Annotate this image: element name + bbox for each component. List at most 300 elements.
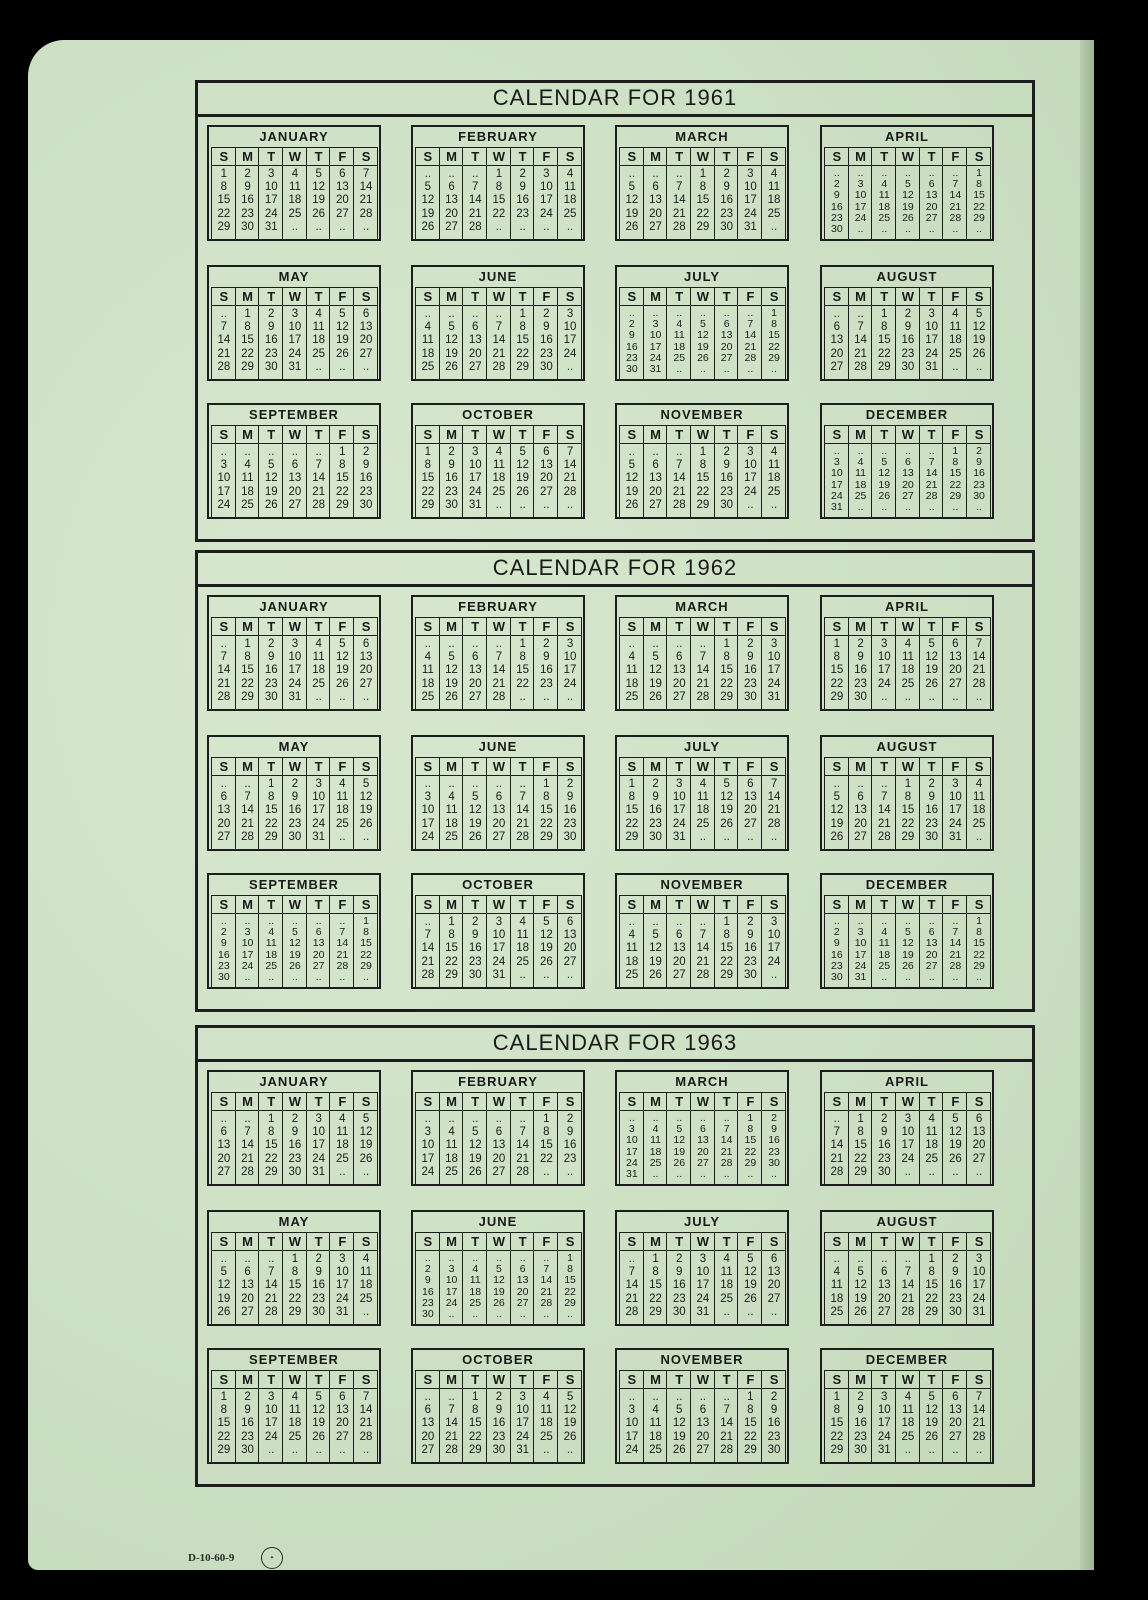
day-cell: 7	[857, 321, 864, 334]
day-cell: ..	[833, 445, 840, 457]
day-cell: 13	[359, 321, 373, 334]
day-cell: 13	[948, 1404, 962, 1417]
day-cell: 14	[696, 942, 710, 955]
day-cell: 30	[854, 1443, 867, 1456]
weekday-label: T	[471, 149, 480, 164]
weekday-label: S	[769, 427, 779, 442]
day-cell: 15	[492, 194, 506, 207]
day-cell: 2	[747, 638, 754, 650]
day-cell: 5	[676, 1404, 683, 1417]
day-cell: 10	[901, 1126, 915, 1139]
day-cell: 14	[492, 664, 506, 677]
day-cell: ..	[723, 1168, 730, 1180]
day-cell: ..	[770, 830, 778, 843]
day-cell: 25	[539, 1430, 553, 1443]
weekday-label: W	[492, 1372, 506, 1387]
day-cell: 26	[948, 1152, 962, 1165]
weekday-rule	[825, 1388, 991, 1389]
day-cell: 4	[339, 1113, 346, 1125]
weekday-rule	[620, 913, 786, 914]
day-cell: 11	[564, 181, 576, 194]
day-cell: 12	[902, 937, 914, 950]
weekday-label: S	[627, 619, 637, 634]
day-cell: 22	[877, 347, 891, 360]
month-name: FEBRUARY	[458, 599, 538, 614]
day-cell: 7	[424, 929, 432, 942]
day-cell: 20	[672, 955, 686, 968]
day-cell: ..	[244, 446, 251, 458]
day-cell: 10	[767, 651, 781, 664]
day-cell: 27	[696, 1443, 710, 1456]
weekday-label: W	[696, 427, 710, 442]
day-grid	[824, 287, 991, 380]
day-cell: 4	[448, 1126, 455, 1139]
day-cell: 16	[901, 334, 915, 347]
day-grid	[211, 287, 378, 380]
day-cell: 30	[539, 360, 553, 373]
day-cell: 20	[421, 1430, 435, 1443]
day-cell: 21	[241, 817, 254, 830]
day-cell: 14	[901, 1279, 915, 1292]
day-cell: 7	[676, 459, 683, 472]
day-cell: 8	[833, 651, 841, 664]
day-cell: 6	[339, 1391, 346, 1403]
day-cell: 7	[699, 651, 707, 664]
day-cell: 23	[288, 817, 302, 830]
day-cell: 28	[468, 220, 482, 233]
day-cell: 1	[723, 916, 730, 928]
day-grid	[211, 895, 378, 988]
month-name: JUNE	[478, 739, 518, 754]
day-cell: 25	[972, 817, 986, 830]
day-grid	[211, 617, 378, 710]
day-cell: 13	[672, 664, 686, 677]
day-cell: 7	[952, 178, 959, 191]
day-cell: 10	[877, 651, 891, 664]
day-cell: 6	[747, 778, 754, 790]
day-cell: 19	[697, 340, 709, 353]
day-cell: 9	[543, 651, 550, 664]
weekday-label: S	[627, 897, 637, 912]
month-block	[615, 735, 789, 851]
day-cell: ..	[652, 307, 659, 319]
day-cell: 7	[723, 1404, 730, 1417]
day-cell: 1	[833, 638, 841, 650]
day-cell: 4	[315, 638, 322, 650]
weekday-label: T	[880, 427, 889, 442]
day-cell: 10	[743, 181, 757, 194]
day-cell: 26	[289, 959, 301, 972]
day-cell: 15	[720, 664, 734, 677]
day-cell: ..	[928, 915, 935, 927]
day-cell: ..	[928, 690, 935, 703]
day-cell: 27	[948, 1430, 962, 1443]
day-cell: 26	[359, 1152, 373, 1165]
day-cell: 17	[563, 664, 577, 677]
day-cell: 4	[448, 791, 455, 804]
day-cell: 7	[699, 929, 707, 942]
day-cell: 25	[948, 347, 962, 360]
day-cell: 3	[770, 916, 778, 928]
day-cell: ..	[566, 1443, 574, 1456]
day-cell: 24	[877, 1430, 891, 1443]
day-cell: 13	[421, 1417, 435, 1430]
day-cell: ..	[472, 308, 479, 320]
day-cell: 2	[220, 926, 227, 939]
day-cell: ..	[700, 363, 706, 375]
day-cell: 27	[697, 1156, 709, 1169]
weekday-label: T	[267, 897, 276, 912]
day-cell: 22	[217, 207, 231, 220]
day-cell: ..	[424, 1391, 432, 1403]
day-cell: 14	[877, 804, 891, 817]
day-cell: 21	[359, 194, 373, 207]
day-cell: 4	[628, 651, 636, 664]
day-cell: 28	[421, 968, 435, 981]
weekday-label: S	[974, 149, 984, 164]
day-cell: 26	[649, 968, 662, 981]
day-cell: 29	[241, 360, 254, 373]
day-cell: 11	[901, 651, 914, 664]
day-cell: 7	[881, 791, 888, 804]
month-block	[411, 1070, 585, 1186]
weekday-rule	[212, 165, 378, 166]
day-cell: ..	[881, 915, 888, 927]
month-block	[615, 873, 789, 989]
month-name: AUGUST	[876, 269, 938, 284]
day-cell: 8	[543, 1126, 550, 1139]
day-cell: 26	[312, 207, 326, 220]
day-cell: ..	[628, 1253, 636, 1265]
day-cell: 30	[649, 830, 662, 843]
day-cell: ..	[472, 638, 479, 650]
month-block	[411, 265, 585, 381]
day-cell: 20	[697, 1145, 709, 1158]
weekday-label: S	[974, 1372, 984, 1387]
day-cell: 11	[720, 1266, 733, 1279]
day-cell: 17	[743, 194, 757, 207]
day-cell: 21	[516, 817, 530, 830]
day-cell: 3	[315, 1113, 322, 1125]
day-cell: ..	[268, 971, 275, 983]
day-cell: ..	[676, 307, 683, 319]
day-cell: 19	[925, 664, 939, 677]
day-cell: ..	[833, 915, 840, 927]
weekday-rule	[825, 635, 991, 636]
day-cell: 20	[217, 1152, 231, 1165]
month-name: MAY	[278, 269, 310, 284]
day-cell: 25	[625, 690, 639, 703]
weekday-label: M	[650, 897, 661, 912]
day-cell: ..	[496, 1308, 502, 1320]
day-cell: 25	[673, 351, 686, 364]
day-cell: 3	[268, 168, 275, 180]
day-cell: 23	[422, 1296, 434, 1309]
weekday-label: S	[627, 1234, 637, 1249]
day-cell: 13	[925, 189, 938, 202]
day-cell: ..	[220, 1253, 228, 1265]
weekday-label: S	[361, 289, 371, 304]
day-cell: 15	[539, 804, 553, 817]
day-cell: 22	[264, 1152, 278, 1165]
day-cell: 26	[468, 830, 482, 843]
day-cell: 6	[244, 1266, 251, 1279]
day-cell: 3	[699, 1253, 707, 1265]
day-cell: 1	[881, 308, 888, 320]
month-block	[411, 125, 585, 241]
day-cell: 8	[857, 1126, 864, 1139]
day-cell: 24	[445, 1296, 458, 1309]
weekday-rule	[620, 165, 786, 166]
day-cell: ..	[676, 1391, 683, 1403]
weekday-label: M	[242, 897, 253, 912]
day-cell: 26	[516, 485, 530, 498]
month-name: AUGUST	[876, 739, 938, 754]
day-cell: 8	[291, 1266, 299, 1279]
day-cell: 19	[673, 1145, 686, 1158]
day-cell: 4	[723, 1253, 730, 1265]
day-cell: 21	[696, 677, 710, 690]
day-cell: 27	[445, 220, 458, 233]
day-cell: 22	[720, 955, 734, 968]
day-cell: 7	[975, 638, 983, 650]
day-cell: 9	[857, 1404, 864, 1417]
day-cell: 30	[948, 1305, 962, 1318]
day-cell: 2	[857, 638, 864, 650]
weekday-label: W	[901, 1372, 915, 1387]
day-cell: 4	[652, 1123, 659, 1136]
weekday-label: S	[361, 897, 371, 912]
day-cell: 7	[495, 651, 503, 664]
day-grid	[619, 617, 786, 710]
day-cell: ..	[771, 1168, 777, 1180]
weekday-label: S	[627, 427, 637, 442]
weekday-label: S	[219, 149, 229, 164]
day-grid	[415, 1092, 582, 1185]
weekday-label: F	[951, 427, 960, 442]
day-cell: 14	[359, 181, 373, 194]
weekday-label: W	[901, 1094, 915, 1109]
day-cell: 15	[649, 1279, 662, 1292]
day-cell: ..	[857, 445, 864, 457]
day-cell: 30	[720, 220, 734, 233]
weekday-rule	[825, 913, 991, 914]
weekday-label: M	[650, 759, 661, 774]
weekday-label: S	[832, 289, 842, 304]
day-cell: 21	[625, 1292, 639, 1305]
month-name: DECEMBER	[865, 1352, 949, 1367]
day-cell: 7	[747, 318, 754, 331]
day-cell: 17	[877, 664, 891, 677]
weekday-label: T	[880, 619, 889, 634]
day-cell: 2	[448, 446, 455, 458]
day-cell: 20	[720, 340, 733, 353]
day-cell: 24	[767, 955, 781, 968]
month-name: APRIL	[885, 1074, 929, 1089]
title-rule	[198, 584, 1032, 587]
day-cell: 17	[831, 478, 843, 491]
month-block	[411, 873, 585, 989]
day-cell: 6	[928, 926, 935, 939]
day-cell: 4	[770, 446, 778, 458]
day-grid	[415, 1232, 582, 1325]
day-cell: 22	[696, 207, 710, 220]
weekday-rule	[825, 1250, 991, 1251]
day-cell: ..	[628, 168, 636, 180]
day-cell: 4	[975, 778, 983, 790]
day-cell: 1	[628, 778, 636, 790]
weekday-label: T	[927, 289, 936, 304]
day-cell: 8	[747, 1404, 754, 1417]
day-cell: 1	[291, 1253, 299, 1265]
day-cell: 14	[972, 651, 986, 664]
day-cell: 2	[472, 916, 479, 928]
day-cell: ..	[699, 1391, 707, 1403]
weekday-label: S	[423, 149, 433, 164]
day-cell: ..	[628, 638, 636, 650]
day-cell: 2	[244, 168, 251, 180]
day-cell: 10	[264, 1404, 278, 1417]
month-name: JANUARY	[259, 599, 329, 614]
weekday-label: M	[855, 619, 866, 634]
day-cell: 23	[720, 485, 734, 498]
weekday-label: T	[927, 619, 936, 634]
day-cell: 24	[696, 1292, 710, 1305]
day-cell: 7	[448, 1404, 455, 1417]
month-block	[615, 1348, 789, 1464]
weekday-label: W	[696, 759, 710, 774]
day-cell: ..	[904, 1165, 912, 1178]
day-cell: 24	[626, 1156, 638, 1169]
day-cell: 28	[563, 485, 577, 498]
month-block	[615, 403, 789, 519]
day-cell: 3	[472, 446, 479, 458]
day-cell: 26	[672, 1443, 686, 1456]
day-cell: 26	[697, 351, 709, 364]
day-cell: 29	[468, 1443, 482, 1456]
day-cell: 16	[831, 948, 843, 961]
day-cell: 12	[649, 664, 662, 677]
day-cell: 4	[952, 308, 959, 320]
weekday-label: T	[518, 619, 527, 634]
weekday-label: T	[267, 149, 276, 164]
day-cell: 11	[650, 1134, 661, 1147]
day-cell: 12	[468, 804, 482, 817]
day-cell: 17	[743, 472, 757, 485]
month-block	[207, 735, 381, 851]
day-cell: 9	[771, 1123, 777, 1136]
day-cell: 11	[421, 664, 434, 677]
day-cell: 13	[720, 329, 733, 342]
day-cell: ..	[519, 1113, 526, 1125]
day-cell: 17	[312, 1139, 326, 1152]
month-name: SEPTEMBER	[249, 1352, 339, 1367]
day-cell: ..	[448, 1252, 455, 1264]
weekday-label: M	[650, 1234, 661, 1249]
day-cell: 6	[220, 1126, 228, 1139]
day-cell: 30	[672, 1305, 686, 1318]
day-cell: 10	[625, 1417, 639, 1430]
weekday-label: T	[880, 1094, 889, 1109]
day-cell: 18	[878, 948, 891, 961]
day-cell: 8	[567, 1263, 573, 1276]
day-cell: 12	[312, 181, 326, 194]
day-cell: 8	[519, 321, 526, 334]
day-cell: 16	[492, 1417, 506, 1430]
day-cell: ..	[362, 1305, 370, 1318]
day-cell: 2	[771, 1112, 777, 1124]
day-cell: ..	[424, 638, 432, 650]
day-cell: ..	[339, 971, 346, 983]
day-cell: ..	[952, 167, 959, 179]
day-cell: 21	[445, 1430, 458, 1443]
day-cell: ..	[519, 778, 526, 790]
weekday-label: T	[518, 1094, 527, 1109]
day-cell: 11	[360, 1266, 372, 1279]
day-cell: 11	[768, 459, 780, 472]
day-grid	[824, 895, 991, 988]
day-cell: 1	[268, 778, 275, 790]
day-cell: ..	[771, 363, 777, 375]
day-cell: 27	[972, 1152, 986, 1165]
day-cell: 12	[312, 1404, 326, 1417]
day-cell: 30	[925, 830, 939, 843]
day-cell: 25	[445, 1165, 458, 1178]
day-cell: 18	[901, 1417, 915, 1430]
weekday-label: W	[288, 149, 302, 164]
day-cell: 19	[878, 478, 891, 491]
day-cell: 28	[830, 1165, 844, 1178]
weekday-label: S	[565, 1372, 575, 1387]
day-cell: 18	[539, 1417, 553, 1430]
day-cell: 23	[626, 351, 638, 364]
day-cell: ..	[519, 690, 526, 703]
day-cell: 25	[335, 1152, 349, 1165]
day-cell: 21	[421, 955, 435, 968]
day-cell: 20	[925, 200, 938, 213]
day-cell: 1	[244, 308, 251, 320]
weekday-rule	[620, 775, 786, 776]
day-cell: 19	[972, 334, 986, 347]
day-cell: 14	[241, 1139, 254, 1152]
day-cell: 24	[421, 1165, 435, 1178]
day-cell: 8	[220, 1404, 228, 1417]
day-cell: 15	[744, 1134, 757, 1147]
day-cell: ..	[652, 1168, 659, 1180]
day-cell: ..	[699, 638, 707, 650]
month-block	[207, 595, 381, 711]
weekday-label: M	[446, 1372, 457, 1387]
day-cell: 23	[563, 1152, 577, 1165]
day-cell: 11	[336, 1126, 349, 1139]
day-cell: 7	[928, 456, 935, 469]
day-cell: 25	[335, 817, 349, 830]
day-cell: ..	[747, 1305, 754, 1318]
weekday-label: T	[471, 1094, 480, 1109]
day-cell: 27	[217, 830, 231, 843]
day-cell: 16	[288, 1139, 302, 1152]
day-cell: ..	[747, 830, 754, 843]
day-cell: ..	[448, 638, 455, 650]
month-block	[615, 265, 789, 381]
day-cell: 2	[723, 446, 730, 458]
day-cell: 17	[516, 1417, 530, 1430]
month-name: SEPTEMBER	[249, 407, 339, 422]
day-cell: ..	[244, 915, 251, 927]
day-cell: 6	[472, 651, 479, 664]
weekday-label: W	[901, 897, 915, 912]
weekday-label: F	[542, 619, 551, 634]
